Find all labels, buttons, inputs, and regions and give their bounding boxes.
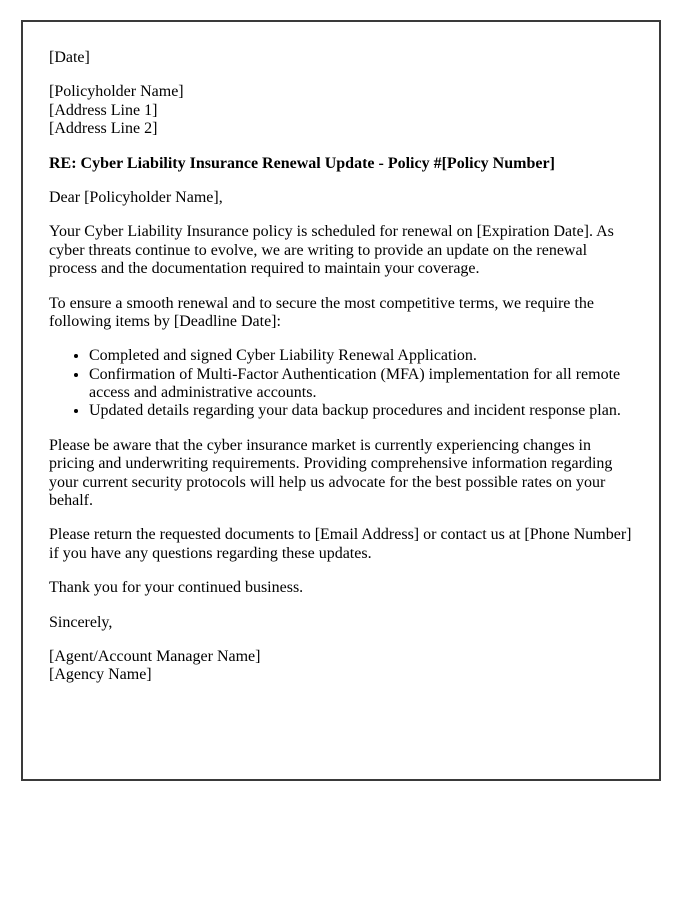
recipient-name: [Policyholder Name] bbox=[49, 83, 184, 101]
recipient-address-line-2: [Address Line 2] bbox=[49, 120, 158, 138]
subject-line: RE: Cyber Liability Insurance Renewal Update - Policy #[Policy Number] bbox=[49, 154, 555, 172]
paragraph-requirements-intro: To ensure a smooth renewal and to secure the most competitive terms, we require the following items by [Deadline Date]: bbox=[49, 294, 594, 330]
paragraph-contact: Please return the requested documents to [Email Address] or contact us at [Phone Number] if you have any questions regarding these updates. bbox=[49, 526, 632, 562]
closing: Sincerely, bbox=[49, 613, 113, 631]
recipient-address-line-1: [Address Line 1] bbox=[49, 101, 158, 119]
salutation: Dear [Policyholder Name], bbox=[49, 188, 223, 206]
paragraph-thanks: Thank you for your continued business. bbox=[49, 579, 304, 597]
letter-page bbox=[21, 20, 661, 781]
signature-agency-name: [Agency Name] bbox=[49, 666, 152, 684]
required-items-list bbox=[49, 347, 633, 421]
required-item: • Confirmation of Multi-Factor Authentication (MFA) implementation for all remote access and administrative accounts. bbox=[89, 366, 633, 403]
signature-agent-name: [Agent/Account Manager Name] bbox=[49, 647, 261, 665]
letter-date bbox=[49, 49, 633, 67]
required-item: • Completed and signed Cyber Liability Renewal Application. bbox=[89, 347, 633, 365]
signature-block bbox=[49, 648, 633, 685]
required-item: • Updated details regarding your data backup procedures and incident response plan. bbox=[89, 402, 633, 420]
paragraph-intro: Your Cyber Liability Insurance policy is scheduled for renewal on [Expiration Date]. As cyber threats continue to evolve, we are writing to provide an update on the renewal process and the documentation required to maintain your coverage. bbox=[49, 223, 614, 278]
date-placeholder: [Date] bbox=[49, 49, 90, 66]
paragraph-market-note: Please be aware that the cyber insurance market is currently experiencing changes in pricing and underwriting requirements. Providing comprehensive information regarding your current security protocols will help us advocate for the best possible rates on your behalf. bbox=[49, 436, 613, 510]
recipient-block bbox=[49, 83, 633, 138]
